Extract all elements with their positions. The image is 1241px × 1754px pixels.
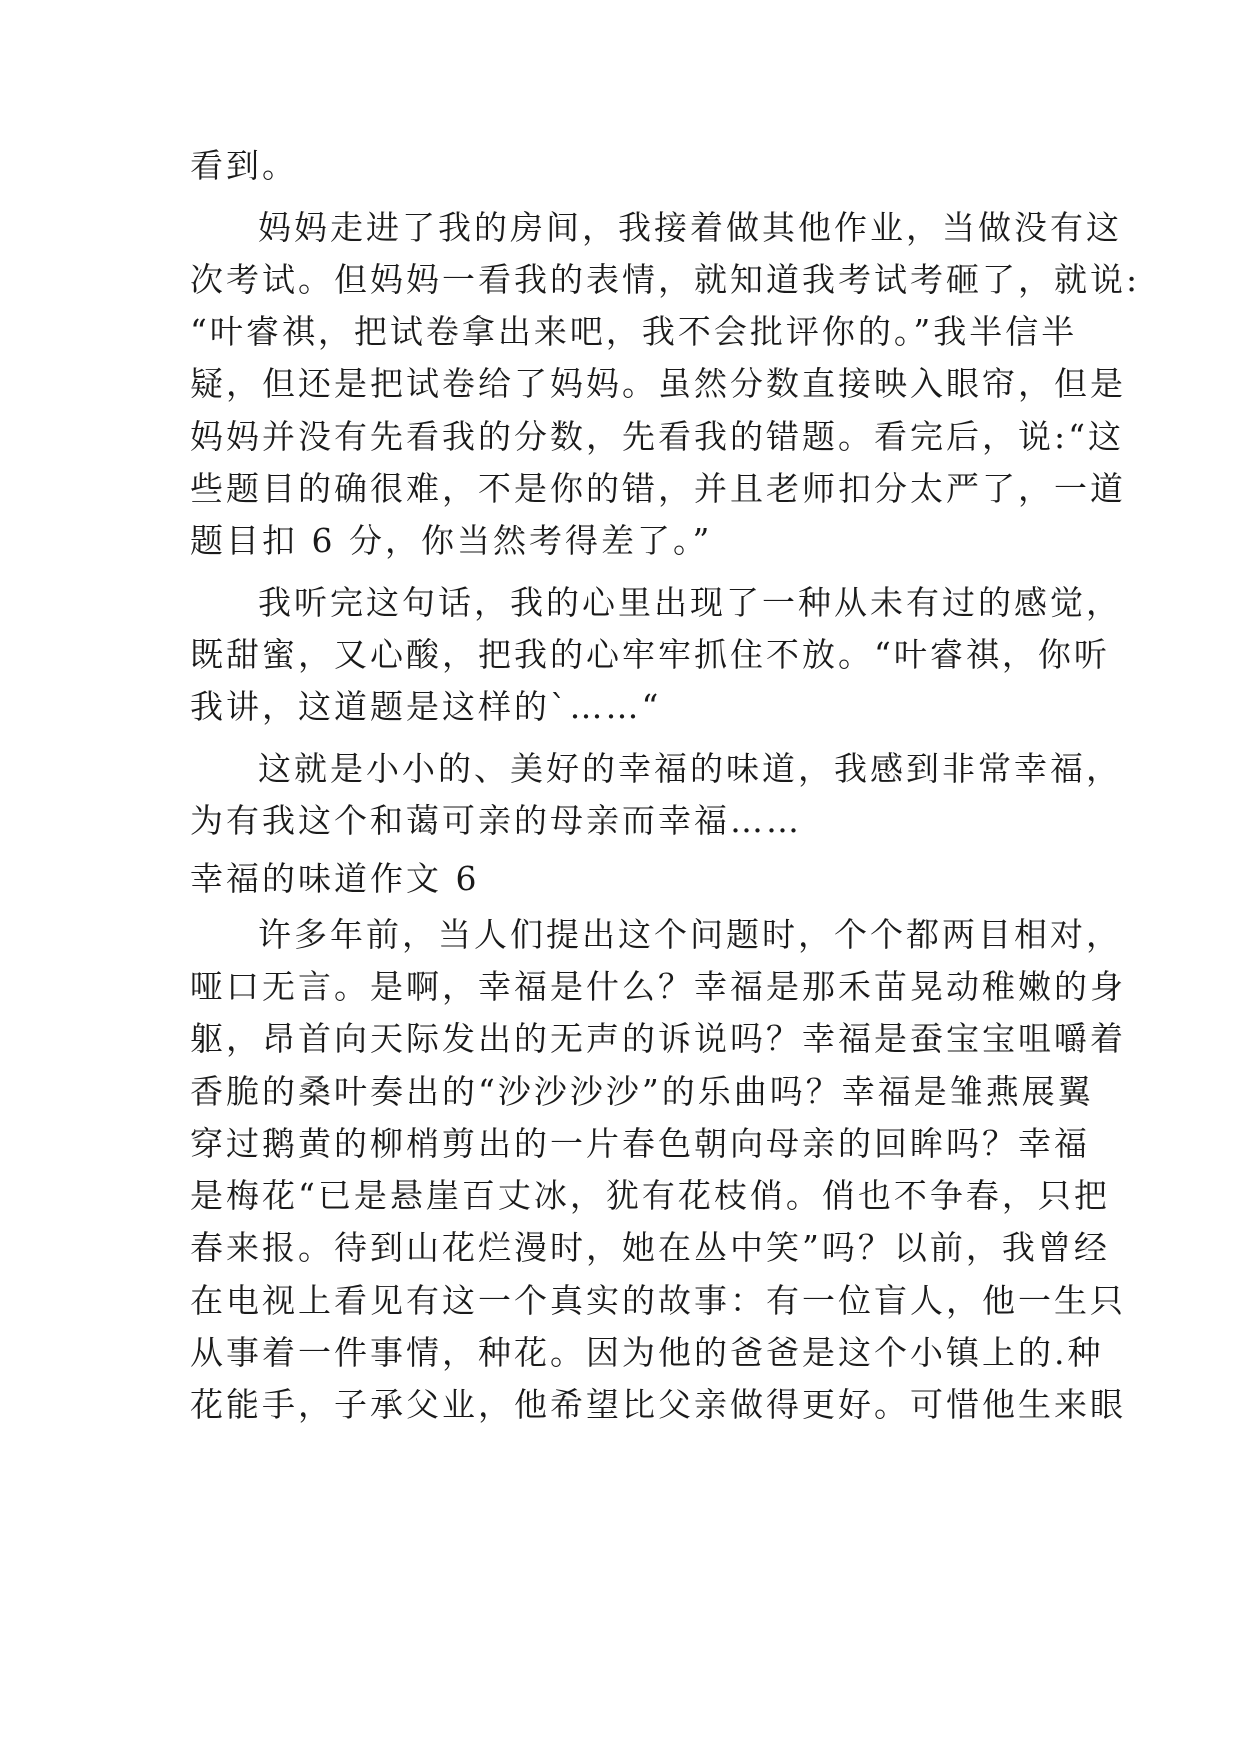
text-line: 从事着一件事情，种花。因为他的爸爸是这个小镇上的.种 — [190, 1333, 1104, 1372]
text-line: 次考试。但妈妈一看我的表情，就知道我考试考砸了，就说: — [190, 260, 1141, 299]
text-line: “叶睿祺，把试卷拿出来吧，我不会批评你的。”我半信半 — [190, 312, 1078, 351]
text-line: 在电视上看见有这一个真实的故事：有一位盲人，他一生只 — [190, 1281, 1126, 1320]
text-line: 春来报。待到山花烂漫时，她在丛中笑”吗？以前，我曾经 — [190, 1228, 1110, 1267]
text-line: 香脆的桑叶奏出的“沙沙沙沙”的乐曲吗？幸福是雏燕展翼 — [190, 1072, 1094, 1111]
text-line: 疑，但还是把试卷给了妈妈。虽然分数直接映入眼帘，但是 — [190, 364, 1126, 403]
text-line: 躯，昂首向天际发出的无声的诉说吗？幸福是蚕宝宝咀嚼着 — [190, 1019, 1126, 1058]
text-line: 既甜蜜，又心酸，把我的心牢牢抓住不放。“叶睿祺，你听 — [190, 635, 1110, 674]
text-line: 题目扣 6 分，你当然考得差了。” — [190, 521, 713, 560]
text-line: 为有我这个和蔼可亲的母亲而幸福…… — [190, 801, 802, 840]
text-line: 是梅花“已是悬崖百丈冰，犹有花枝俏。俏也不争春，只把 — [190, 1176, 1110, 1215]
paragraph-start-line: 许多年前，当人们提出这个问题时，个个都两目相对， — [258, 915, 1122, 954]
text-line: 哑口无言。是啊，幸福是什么？幸福是那禾苗晃动稚嫩的身 — [190, 967, 1126, 1006]
paragraph-start-line: 这就是小小的、美好的幸福的味道，我感到非常幸福， — [258, 749, 1122, 788]
section-heading: 幸福的味道作文 6 — [190, 859, 480, 898]
paragraph-start-line: 我听完这句话，我的心里出现了一种从未有过的感觉， — [258, 583, 1122, 622]
paragraph-start-line: 妈妈走进了我的房间，我接着做其他作业，当做没有这 — [258, 208, 1122, 247]
text-line: 我讲，这道题是这样的`……“ — [190, 687, 662, 726]
text-line: 妈妈并没有先看我的分数，先看我的错题。看完后，说:“这 — [190, 417, 1124, 456]
text-line: 看到。 — [190, 146, 298, 185]
text-line: 些题目的确很难，不是你的错，并且老师扣分太严了，一道 — [190, 469, 1126, 508]
text-line: 花能手，子承父业，他希望比父亲做得更好。可惜他生来眼 — [190, 1385, 1126, 1424]
text-line: 穿过鹅黄的柳梢剪出的一片春色朝向母亲的回眸吗？幸福 — [190, 1124, 1090, 1163]
